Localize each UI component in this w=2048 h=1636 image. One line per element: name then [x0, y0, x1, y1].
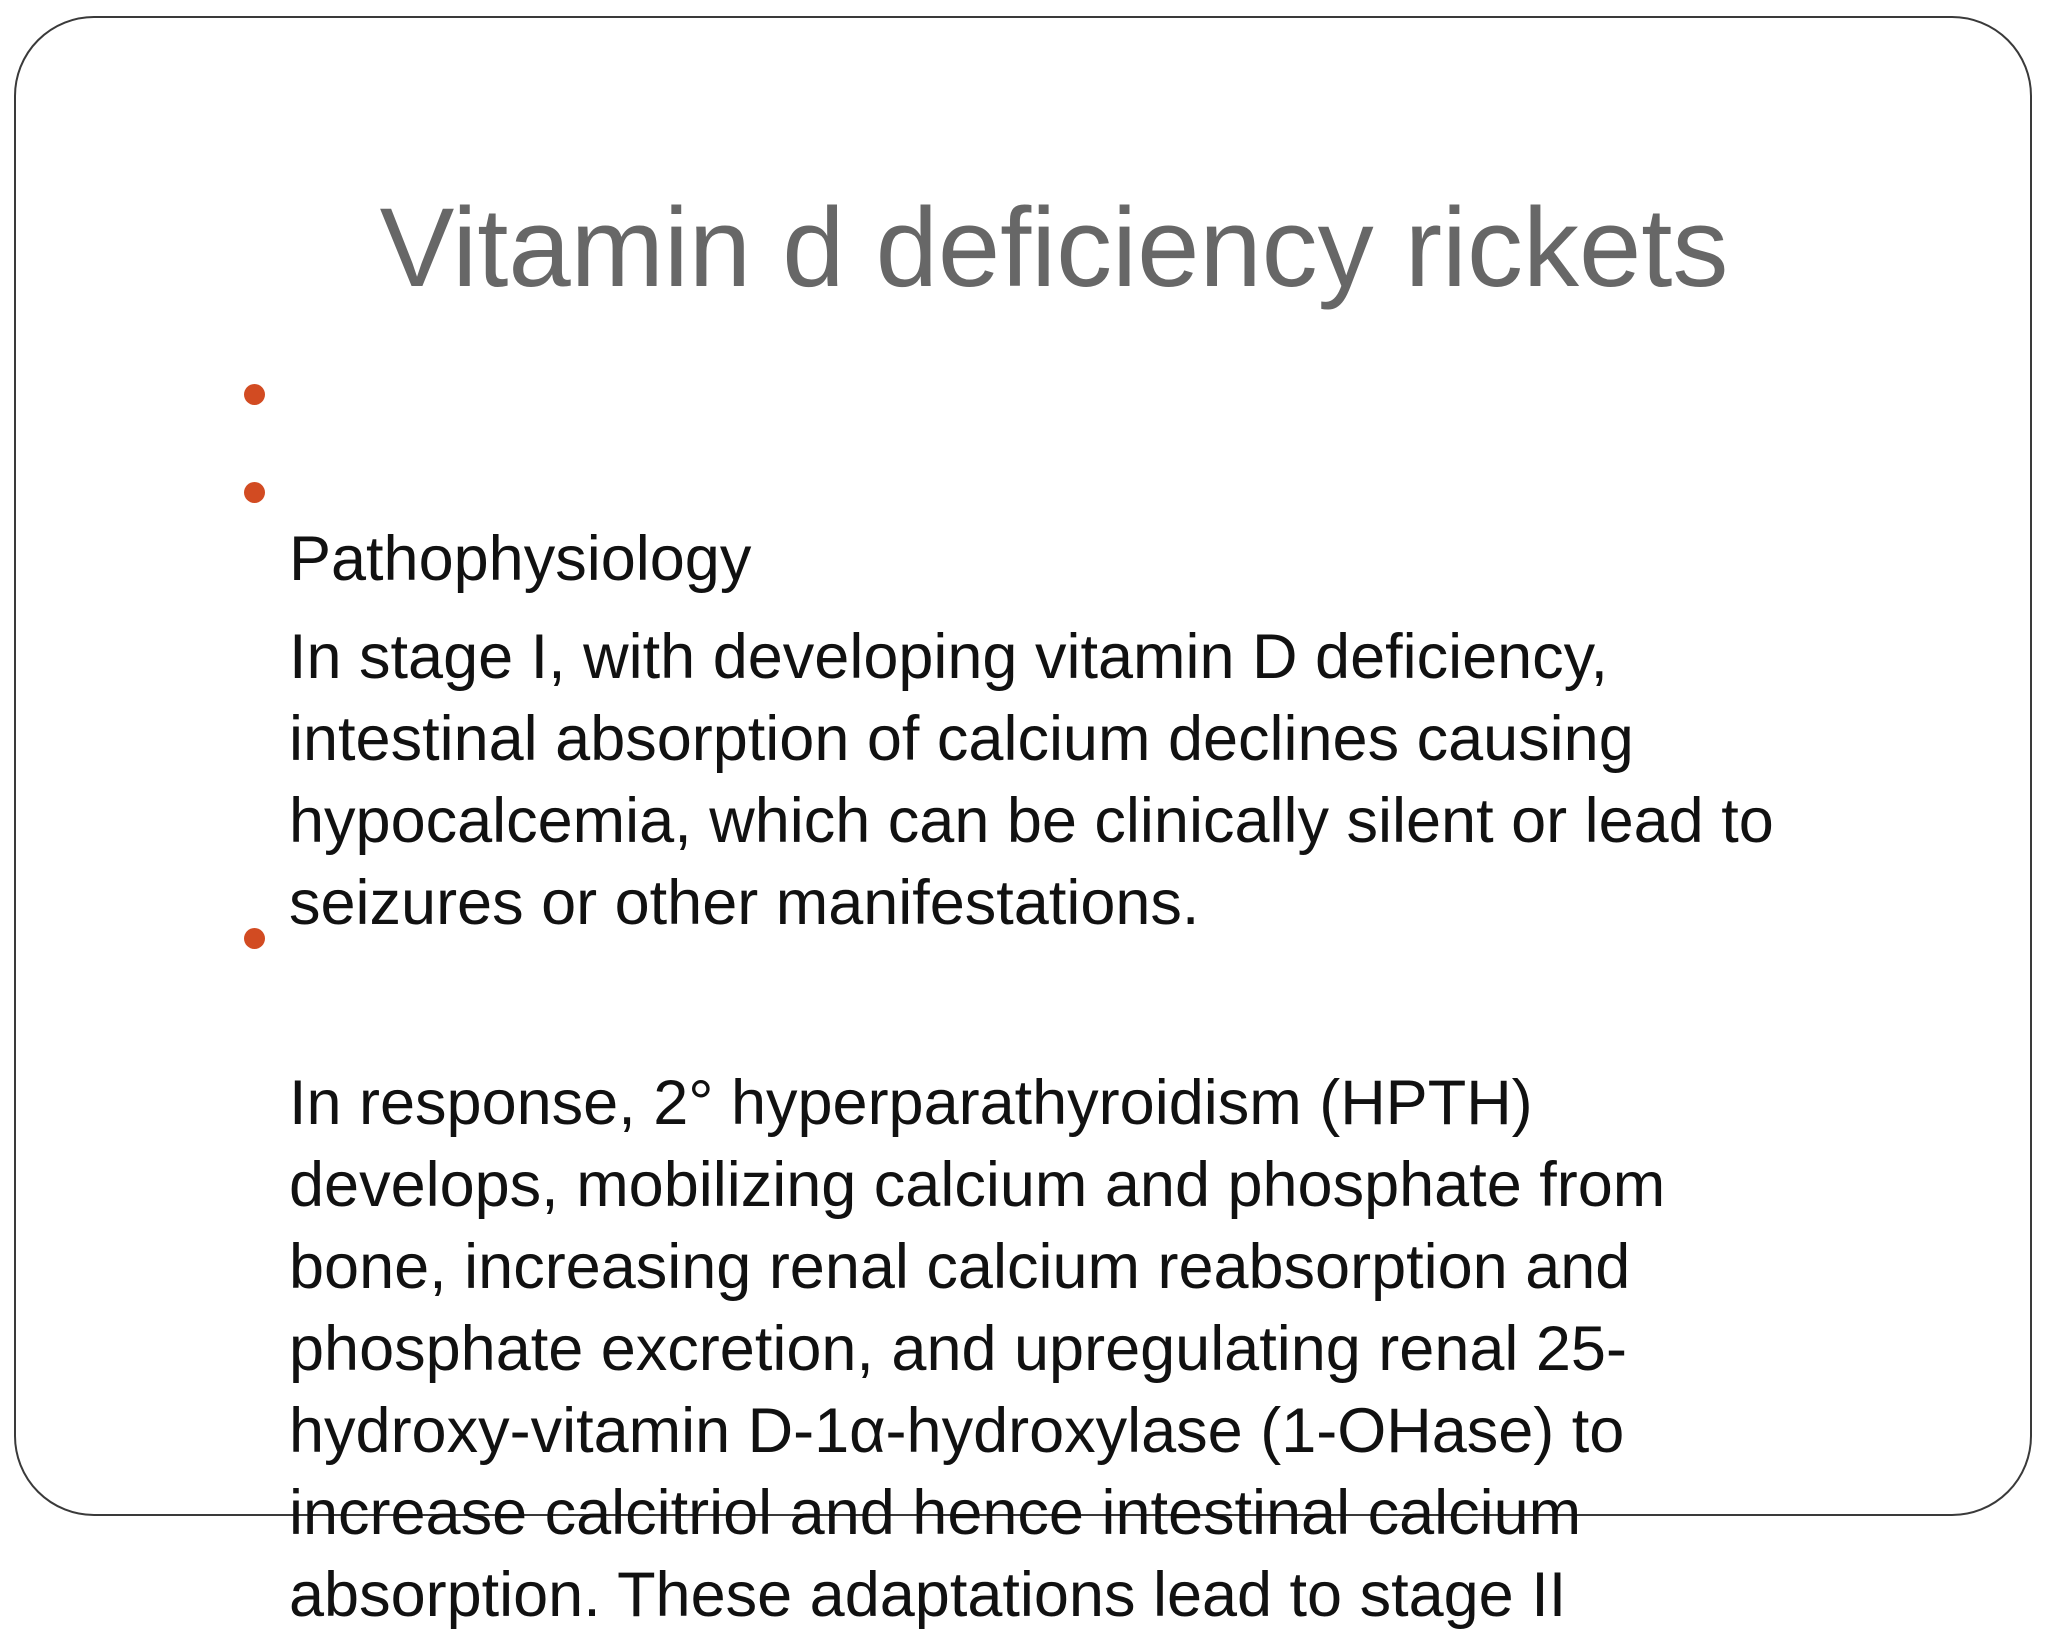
bullet-text: In stage I, with developing vitamin D deficiency, intestinal absorption of calcium declines causing hypocalcemia, which can be clinically silent or lead to seizures or other manifestations. [289, 622, 1774, 938]
bullet-list [16, 18, 2030, 1630]
bullet-dot-icon [244, 384, 265, 405]
bullet-text: Pathophysiology [289, 524, 752, 594]
bullet-text: In response, 2° hyperparathyroidism (HPTH) develops, mobilizing calcium and phosphate from bone, increasing renal calcium reabsorption and phosphate excretion, and upregulating renal 25- hydroxy-vitamin D-1α-hydroxylase (1-OHase) to increase calcitriol and hence intestinal calcium absorption. These adaptations lead to stage II [289, 1068, 1666, 1630]
bullet-dot-icon [244, 928, 265, 949]
slide-frame [14, 16, 2032, 1630]
bullet-item [289, 898, 1939, 1636]
bullet-dot-icon [244, 482, 265, 503]
bullet-item [289, 452, 1939, 944]
slide-title: Vitamin d deficiency rickets [379, 185, 1729, 310]
